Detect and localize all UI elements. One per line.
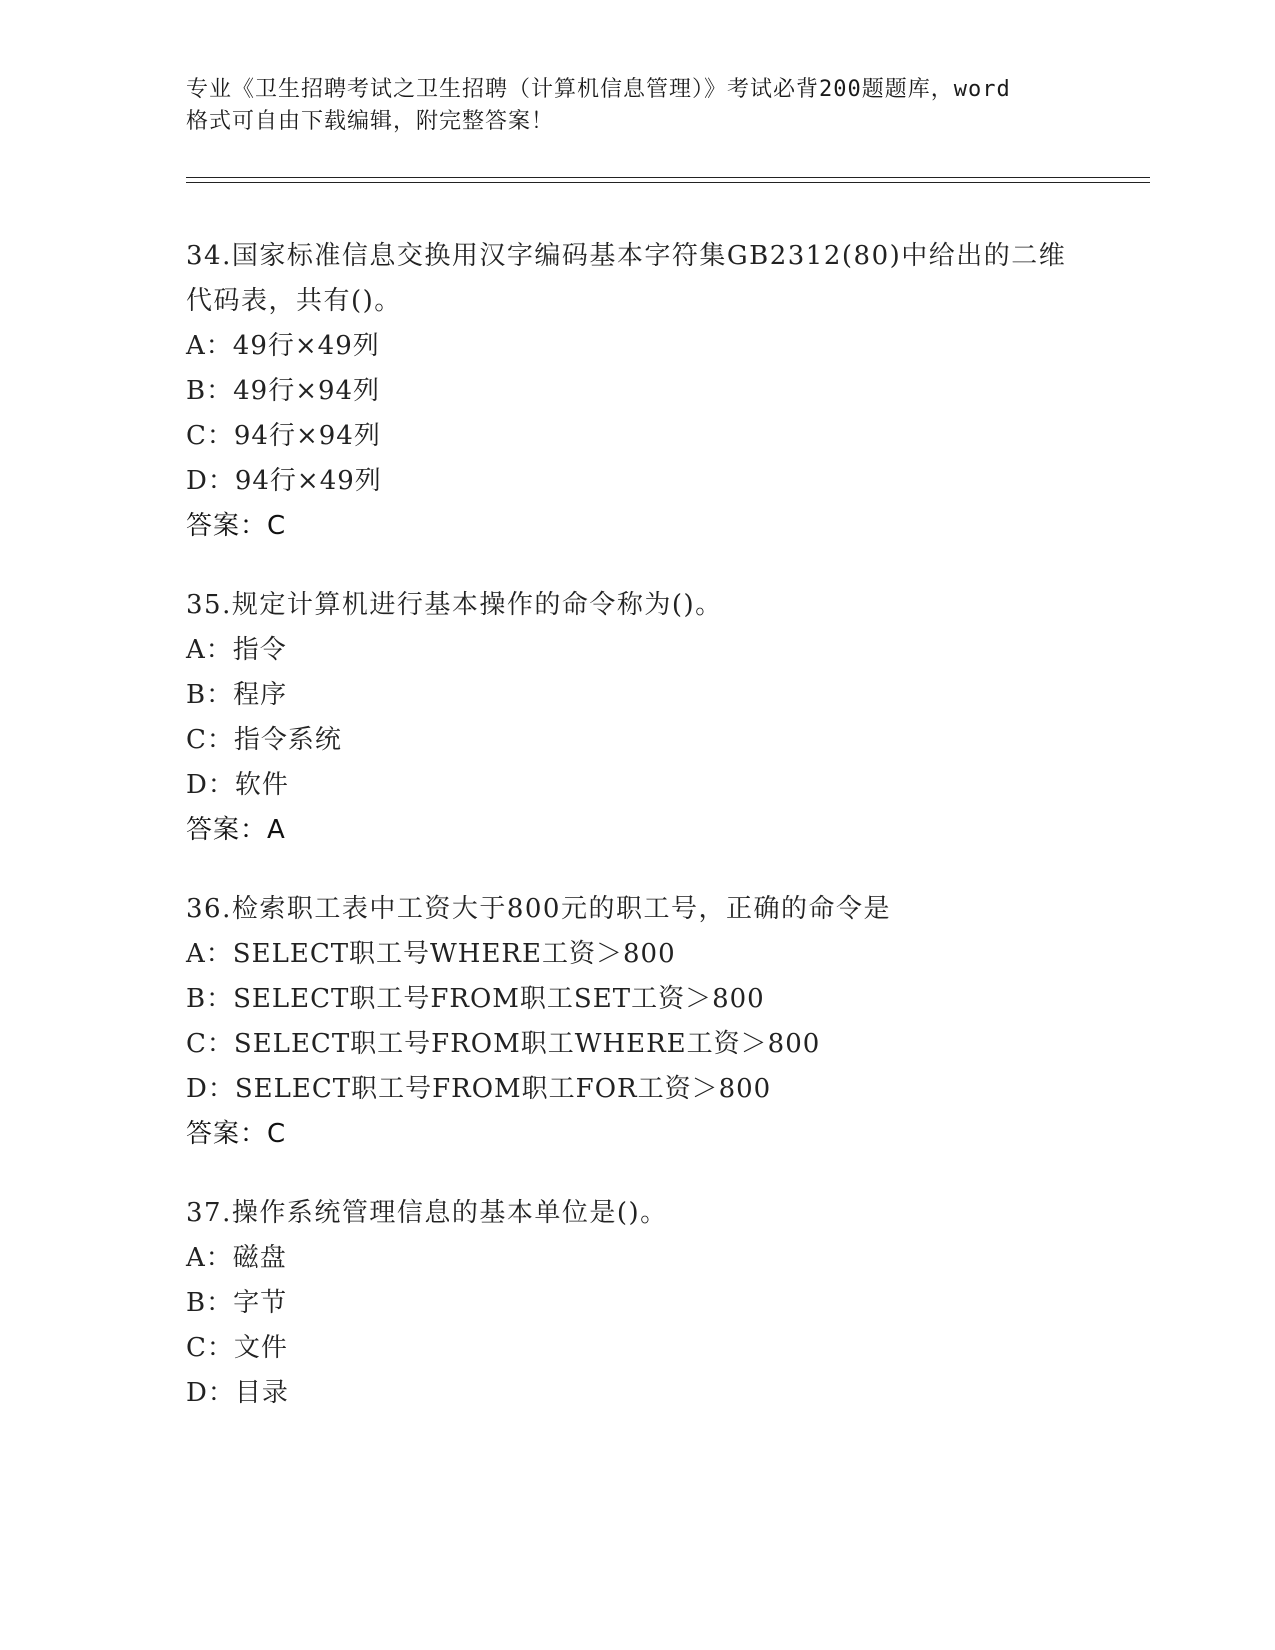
question-stem: 37.操作系统管理信息的基本单位是()。	[186, 1198, 668, 1228]
option-d: D：目录	[186, 1378, 289, 1408]
header-line-1: 专业《卫生招聘考试之卫生招聘（计算机信息管理）》考试必背200题题库，word	[186, 77, 1011, 102]
option-c: C：SELECT职工号FROM职工WHERE工资＞800	[186, 1029, 821, 1059]
option-b: B：49行×94列	[186, 376, 381, 406]
question-34	[186, 234, 1146, 549]
option-a: A：指令	[186, 635, 287, 665]
answer-label: 答案：A	[186, 815, 286, 845]
option-b: B：SELECT职工号FROM职工SET工资＞800	[186, 984, 765, 1014]
option-a: A：49行×49列	[186, 331, 380, 361]
header-divider-bottom	[186, 182, 1150, 183]
option-c: C：94行×94列	[186, 421, 381, 451]
question-stem: 35.规定计算机进行基本操作的命令称为()。	[186, 590, 723, 620]
question-37	[186, 1191, 1146, 1416]
option-a: A：SELECT职工号WHERE工资＞800	[186, 939, 676, 969]
question-stem: 36.检索职工表中工资大于800元的职工号，正确的命令是	[186, 894, 891, 924]
option-c: C：文件	[186, 1333, 288, 1363]
question-36	[186, 887, 1146, 1157]
option-b: B：字节	[186, 1288, 288, 1318]
document-header	[186, 74, 1086, 138]
option-d: D：软件	[186, 770, 289, 800]
option-d: D：SELECT职工号FROM职工FOR工资＞800	[186, 1074, 772, 1104]
question-stem: 34.国家标准信息交换用汉字编码基本字符集GB2312(80)中给出的二维	[186, 241, 1067, 271]
option-a: A：磁盘	[186, 1243, 287, 1273]
option-d: D：94行×49列	[186, 466, 382, 496]
header-line-2: 格式可自由下载编辑，附完整答案！	[186, 109, 555, 134]
option-c: C：指令系统	[186, 725, 342, 755]
answer-label: 答案：C	[186, 1119, 287, 1149]
question-list	[186, 234, 1146, 1450]
option-b: B：程序	[186, 680, 288, 710]
answer-label: 答案：C	[186, 511, 287, 541]
header-divider-top	[186, 177, 1150, 178]
question-stem: 代码表，共有()。	[186, 286, 402, 316]
question-35	[186, 583, 1146, 853]
